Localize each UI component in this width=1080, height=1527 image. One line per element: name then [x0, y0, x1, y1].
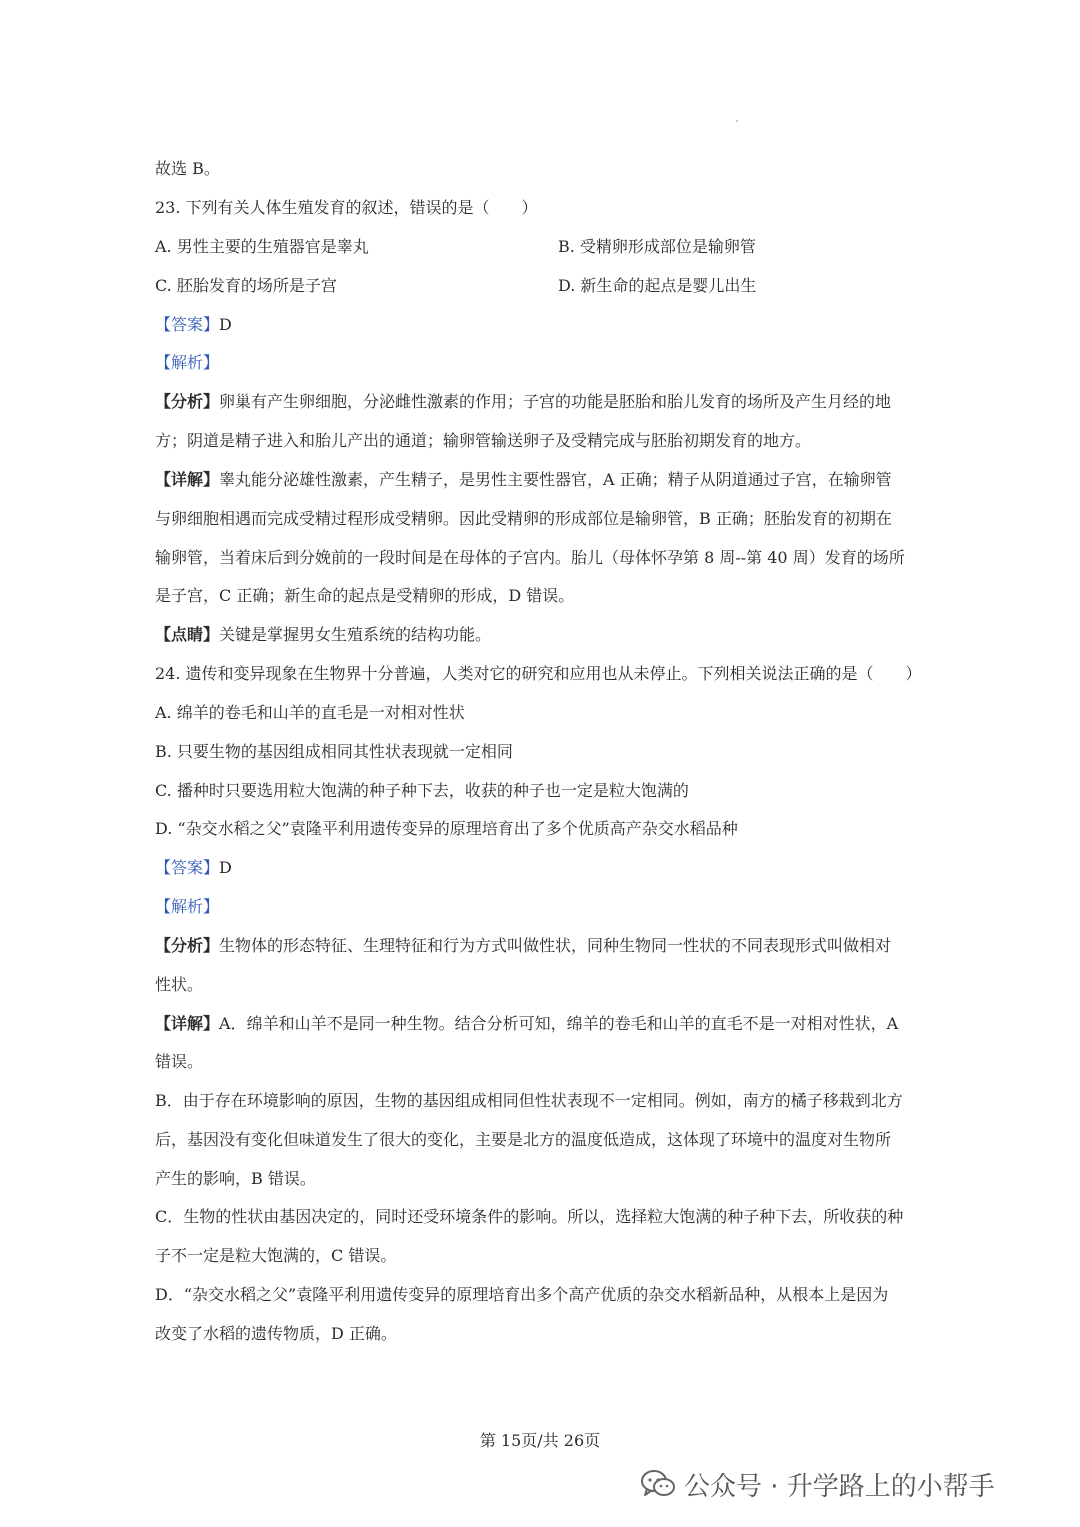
previous-conclusion: 故选 B。 [155, 159, 220, 178]
answer-value: D [219, 315, 232, 334]
answer-value: D [219, 858, 232, 877]
q23-xiangjie-line-3: 输卵管，当着床后到分娩前的一段时间是在母体的子宫内。胎儿（母体怀孕第 8 周--第 40 周）发育的场所 [155, 548, 905, 567]
q23-xiangjie-line-4: 是子宫，C 正确；新生命的起点是受精卵的形成，D 错误。 [155, 586, 575, 605]
q24-option-a: A. 绵羊的卷毛和山羊的直毛是一对相对性状 [155, 703, 465, 722]
q24-option-b: B. 只要生物的基因组成相同其性状表现就一定相同 [155, 742, 513, 761]
q24-xiangjie-c-line-1: C．生物的性状由基因决定的，同时还受环境条件的影响。所以，选择粒大饱满的种子种下去，所收获的种 [155, 1207, 904, 1226]
page-number: 第 15页/共 26页 [479, 1431, 601, 1450]
q24-xiangjie-c-line-2: 子不一定是粒大饱满的，C 错误。 [155, 1246, 397, 1265]
q23-xiangjie-line-2: 与卵细胞相遇而完成受精过程形成受精卵。因此受精卵的形成部位是输卵管，B 正确；胚胎发育的初期在 [155, 509, 892, 528]
analysis-tag: 【解析】 [155, 353, 220, 372]
q24-analysis-heading [155, 896, 970, 918]
q23-option-c: C. 胚胎发育的场所是子宫 [155, 276, 337, 295]
answer-tag: 【答案】 [155, 858, 220, 877]
q24-fenxi-line-2: 性状。 [155, 975, 204, 994]
q23-analysis-heading [155, 352, 970, 374]
wechat-icon [640, 1469, 676, 1499]
q24-option-d: D. “杂交水稻之父”袁隆平利用遗传变异的原理培育出了多个优质高产杂交水稻品种 [155, 819, 738, 838]
fenxi-tag: 【分析】 [155, 936, 220, 955]
q24-xiangjie-d-line-2: 改变了水稻的遗传物质，D 正确。 [155, 1324, 397, 1343]
xiangjie-tag: 【详解】 [155, 470, 220, 489]
xiangjie-text: A．绵羊和山羊不是同一种生物。结合分析可知，绵羊的卷毛和山羊的直毛不是一对相对性状，A [219, 1014, 899, 1033]
fenxi-text: 生物体的形态特征、生理特征和行为方式叫做性状，同种生物同一性状的不同表现形式叫做相对 [219, 936, 892, 955]
scan-speck [736, 120, 738, 122]
q24-xiangjie-d-line-1: D．“杂交水稻之父”袁隆平利用遗传变异的原理培育出多个高产优质的杂交水稻新品种，从根本上是因为 [155, 1285, 889, 1304]
q24-option-c: C. 播种时只要选用粒大饱满的种子种下去，收获的种子也一定是粒大饱满的 [155, 781, 689, 800]
q24-xiangjie-b-line-1: B．由于存在环境影响的原因，生物的基因组成相同但性状表现不一定相同。例如，南方的橘子移栽到北方 [155, 1091, 903, 1110]
xiangjie-tag: 【详解】 [155, 1014, 220, 1033]
q24-stem: 24. 遗传和变异现象在生物界十分普遍，人类对它的研究和应用也从未停止。下列相关说法正确的是（ ） [155, 664, 922, 683]
q23-option-b: B. 受精卵形成部位是输卵管 [558, 237, 756, 256]
q24-xiangjie-a-line-2: 错误。 [155, 1052, 204, 1071]
q23-option-d: D. 新生命的起点是婴儿出生 [558, 276, 757, 295]
q24-xiangjie-b-line-2: 后，基因没有变化但味道发生了很大的变化，主要是北方的温度低造成，这体现了环境中的温度对生物所 [155, 1130, 892, 1149]
q24-answer [155, 857, 970, 879]
q23-dianjing [155, 624, 970, 646]
q23-stem: 23. 下列有关人体生殖发育的叙述，错误的是（ ） [155, 198, 538, 217]
wechat-watermark [640, 1466, 995, 1502]
q23-fenxi-line-2: 方；阴道是精子进入和胎儿产出的通道；输卵管输送卵子及受精完成与胚胎初期发育的地方。 [155, 431, 812, 450]
q24-fenxi-line-1 [155, 935, 970, 957]
q24-xiangjie-a-line-1 [155, 1013, 970, 1035]
q23-xiangjie-line-1 [155, 469, 970, 491]
q23-option-a: A. 男性主要的生殖器官是睾丸 [155, 237, 369, 256]
dianjing-text: 关键是掌握男女生殖系统的结构功能。 [219, 625, 492, 644]
analysis-tag: 【解析】 [155, 897, 220, 916]
q24-xiangjie-b-line-3: 产生的影响，B 错误。 [155, 1169, 316, 1188]
answer-tag: 【答案】 [155, 315, 220, 334]
watermark-text: 公众号 · 升学路上的小帮手 [684, 1471, 995, 1502]
fenxi-tag: 【分析】 [155, 392, 220, 411]
dianjing-tag: 【点睛】 [155, 625, 220, 644]
q23-answer [155, 314, 970, 336]
fenxi-text: 卵巢有产生卵细胞，分泌雌性激素的作用；子宫的功能是胚胎和胎儿发育的场所及产生月经的地 [219, 392, 892, 411]
q23-fenxi-line-1 [155, 391, 970, 413]
xiangjie-text: 睾丸能分泌雄性激素，产生精子，是男性主要性器官，A 正确；精子从阴道通过子宫，在输卵管 [219, 470, 892, 489]
